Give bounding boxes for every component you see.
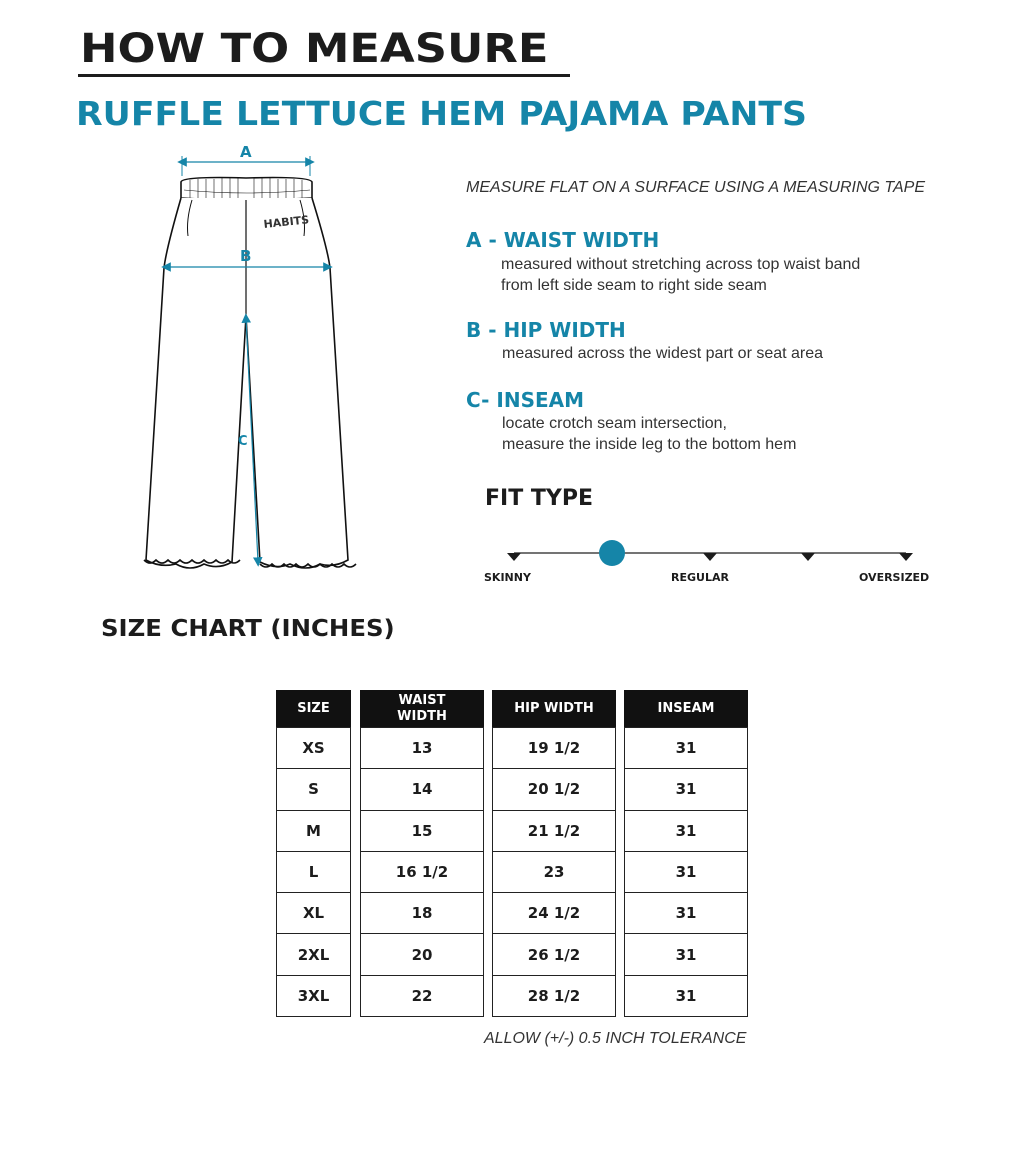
hip-width-cell: 23 (492, 852, 616, 893)
hip-width-cell: 28 1/2 (492, 976, 616, 1017)
inseam-column (624, 690, 748, 1017)
size-chart-title: SIZE CHART (INCHES) (101, 616, 395, 642)
pants-illustration (130, 140, 370, 580)
inseam-cell: 31 (624, 976, 748, 1017)
fit-type-scale (500, 536, 920, 572)
size-cell: 2XL (276, 934, 351, 975)
size-cell: 3XL (276, 976, 351, 1017)
measure-c-label: C (238, 434, 248, 449)
hip-width-cell: 21 1/2 (492, 811, 616, 852)
waist-width-cell: 14 (360, 769, 484, 810)
hip-width-cell: 20 1/2 (492, 769, 616, 810)
hip-width-cell: 19 1/2 (492, 728, 616, 769)
size-header: SIZE (276, 690, 351, 727)
product-title: RUFFLE LETTUCE HEM PAJAMA PANTS (76, 94, 808, 133)
hip-width-column (492, 690, 616, 1017)
hip-width-desc-1: measured across the widest part or seat area (502, 345, 824, 362)
instructions-text: MEASURE FLAT ON A SURFACE USING A MEASURING TAPE (466, 179, 926, 196)
measure-b-label: B (240, 247, 252, 265)
fit-label-oversized: OVERSIZED (859, 571, 930, 584)
inseam-cell: 31 (624, 934, 748, 975)
fit-label-skinny: SKINNY (484, 571, 531, 584)
measure-a-label: A (240, 143, 252, 161)
fit-scale-tick (899, 553, 913, 561)
size-cell: XS (276, 728, 351, 769)
waist-width-cell: 20 (360, 934, 484, 975)
tolerance-note: ALLOW (+/-) 0.5 INCH TOLERANCE (484, 1030, 747, 1047)
fit-scale-tick (507, 553, 521, 561)
waist-width-cell: 22 (360, 976, 484, 1017)
inseam-cell: 31 (624, 852, 748, 893)
waist-width-title: A - WAIST WIDTH (466, 228, 660, 252)
fit-label-regular: REGULAR (671, 571, 729, 584)
fit-type-title: FIT TYPE (485, 486, 593, 511)
waist-width-cell: 18 (360, 893, 484, 934)
hip-width-title: B - HIP WIDTH (466, 318, 626, 342)
size-cell: XL (276, 893, 351, 934)
size-cell: M (276, 811, 351, 852)
title-underline (78, 74, 570, 77)
waistband (181, 178, 312, 201)
waist-width-column (360, 690, 484, 1017)
waist-width-desc-2: from left side seam to right side seam (501, 277, 767, 294)
size-column (276, 690, 351, 1017)
inseam-cell: 31 (624, 769, 748, 810)
waist-width-cell: 16 1/2 (360, 852, 484, 893)
fit-scale-tick (703, 553, 717, 561)
waist-width-desc-1: measured without stretching across top waist band (501, 256, 861, 273)
inseam-cell: 31 (624, 728, 748, 769)
fit-scale-marker (599, 540, 625, 566)
inseam-cell: 31 (624, 811, 748, 852)
inseam-desc-2: measure the inside leg to the bottom hem (502, 436, 797, 453)
hip-width-header: HIP WIDTH (492, 690, 616, 727)
waist-width-cell: 15 (360, 811, 484, 852)
hip-width-cell: 26 1/2 (492, 934, 616, 975)
waist-width-cell: 13 (360, 728, 484, 769)
inseam-header: INSEAM (624, 690, 748, 727)
waist-width-header: WAIST WIDTH (360, 690, 484, 727)
inseam-cell: 31 (624, 893, 748, 934)
size-cell: S (276, 769, 351, 810)
inseam-title: C- INSEAM (466, 388, 585, 412)
hip-width-cell: 24 1/2 (492, 893, 616, 934)
brand-logo: HABITS (262, 213, 310, 231)
page-title: HOW TO MEASURE (80, 26, 549, 72)
inseam-desc-1: locate crotch seam intersection, (502, 415, 727, 432)
fit-scale-tick (801, 553, 815, 561)
size-cell: L (276, 852, 351, 893)
